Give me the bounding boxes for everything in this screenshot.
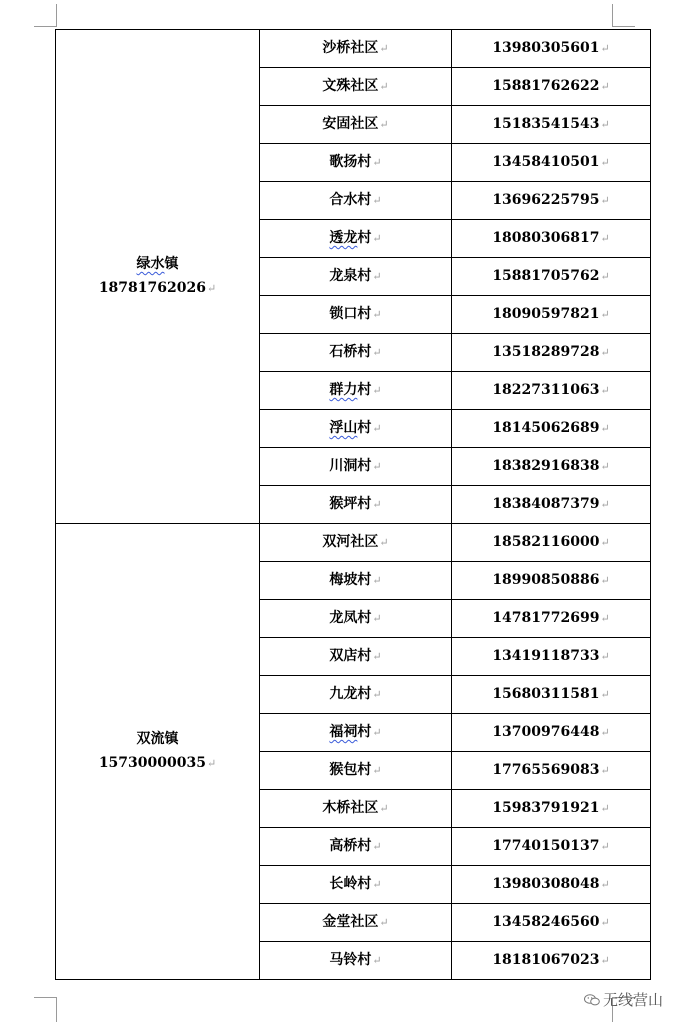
paragraph-mark-icon: ↵ bbox=[600, 194, 610, 207]
unit-name: 龙凤村 bbox=[329, 610, 372, 626]
unit-cell bbox=[260, 790, 452, 828]
phone-cell bbox=[452, 942, 651, 980]
phone-number: 15881762622 bbox=[492, 78, 600, 94]
unit-cell bbox=[260, 562, 452, 600]
paragraph-mark-icon: ↵ bbox=[372, 270, 382, 283]
phone-cell bbox=[452, 220, 651, 258]
paragraph-mark-icon: ↵ bbox=[372, 498, 382, 511]
unit-name: 猴坪村 bbox=[329, 496, 372, 512]
unit-cell bbox=[260, 752, 452, 790]
unit-name: 石桥村 bbox=[329, 344, 372, 360]
unit-name-text: 村 bbox=[357, 230, 372, 246]
spellcheck-underline: 福祠 bbox=[329, 724, 358, 740]
unit-name: 安固社区 bbox=[322, 116, 379, 132]
unit-name: 高桥村 bbox=[329, 838, 372, 854]
unit-name: 木桥社区 bbox=[322, 800, 379, 816]
paragraph-mark-icon: ↵ bbox=[600, 878, 610, 891]
paragraph-mark-icon: ↵ bbox=[600, 612, 610, 625]
spellcheck-underline: 群力 bbox=[329, 382, 358, 398]
table-row bbox=[56, 30, 651, 68]
phone-cell bbox=[452, 296, 651, 334]
spellcheck-underline: 透龙 bbox=[329, 230, 358, 246]
crop-mark-top-left bbox=[34, 4, 57, 27]
unit-name-text: 村 bbox=[357, 724, 372, 740]
paragraph-mark-icon: ↵ bbox=[379, 42, 389, 55]
unit-cell bbox=[260, 334, 452, 372]
phone-cell bbox=[452, 866, 651, 904]
paragraph-mark-icon: ↵ bbox=[600, 460, 610, 473]
paragraph-mark-icon: ↵ bbox=[600, 688, 610, 701]
paragraph-mark-icon: ↵ bbox=[600, 384, 610, 397]
phone-cell bbox=[452, 30, 651, 68]
paragraph-mark-icon: ↵ bbox=[379, 118, 389, 131]
paragraph-mark-icon: ↵ bbox=[379, 916, 389, 929]
phone-cell bbox=[452, 828, 651, 866]
town-cell bbox=[56, 524, 260, 980]
paragraph-mark-icon: ↵ bbox=[600, 574, 610, 587]
paragraph-mark-icon: ↵ bbox=[600, 270, 610, 283]
town-name bbox=[56, 730, 259, 748]
phone-cell bbox=[452, 904, 651, 942]
phone-number: 18382916838 bbox=[492, 458, 600, 474]
town-name-text: 镇 bbox=[164, 256, 179, 272]
paragraph-mark-icon: ↵ bbox=[600, 916, 610, 929]
unit-cell bbox=[260, 448, 452, 486]
phone-cell bbox=[452, 68, 651, 106]
phone-number: 15983791921 bbox=[492, 800, 600, 816]
unit-name: 双店村 bbox=[329, 648, 372, 664]
paragraph-mark-icon: ↵ bbox=[600, 422, 610, 435]
unit-name-text: 村 bbox=[357, 420, 372, 436]
paragraph-mark-icon: ↵ bbox=[372, 574, 382, 587]
unit-name: 文殊社区 bbox=[322, 78, 379, 94]
unit-cell bbox=[260, 942, 452, 980]
contact-table bbox=[55, 29, 651, 980]
phone-number: 14781772699 bbox=[492, 610, 600, 626]
paragraph-mark-icon: ↵ bbox=[600, 726, 610, 739]
phone-number: 13696225795 bbox=[492, 192, 600, 208]
unit-cell bbox=[260, 182, 452, 220]
paragraph-mark-icon: ↵ bbox=[600, 650, 610, 663]
paragraph-mark-icon: ↵ bbox=[372, 650, 382, 663]
phone-number: 13980308048 bbox=[492, 876, 600, 892]
unit-cell bbox=[260, 372, 452, 410]
unit-name: 梅坡村 bbox=[329, 572, 372, 588]
phone-number: 15881705762 bbox=[492, 268, 600, 284]
unit-cell bbox=[260, 68, 452, 106]
paragraph-mark-icon: ↵ bbox=[600, 232, 610, 245]
unit-name: 九龙村 bbox=[329, 686, 372, 702]
phone-number: 17765569083 bbox=[492, 762, 600, 778]
unit-cell bbox=[260, 258, 452, 296]
paragraph-mark-icon: ↵ bbox=[372, 460, 382, 473]
spellcheck-underline: 绿水 bbox=[136, 256, 165, 272]
phone-cell bbox=[452, 372, 651, 410]
unit-cell bbox=[260, 866, 452, 904]
unit-name-text: 村 bbox=[357, 382, 372, 398]
paragraph-mark-icon: ↵ bbox=[600, 498, 610, 511]
crop-mark-top-right bbox=[612, 4, 635, 27]
unit-name: 川洞村 bbox=[329, 458, 372, 474]
town-cell bbox=[56, 30, 260, 524]
phone-cell bbox=[452, 752, 651, 790]
paragraph-mark-icon: ↵ bbox=[206, 282, 217, 295]
phone-number: 18990850886 bbox=[492, 572, 600, 588]
phone-number: 13518289728 bbox=[492, 344, 600, 360]
unit-cell bbox=[260, 220, 452, 258]
phone-number: 13980305601 bbox=[492, 40, 600, 56]
table-row bbox=[56, 524, 651, 562]
paragraph-mark-icon: ↵ bbox=[600, 764, 610, 777]
paragraph-mark-icon: ↵ bbox=[600, 308, 610, 321]
phone-number: 18227311063 bbox=[492, 382, 600, 398]
unit-name: 双河社区 bbox=[322, 534, 379, 550]
phone-number: 18080306817 bbox=[492, 230, 600, 246]
paragraph-mark-icon: ↵ bbox=[372, 308, 382, 321]
paragraph-mark-icon: ↵ bbox=[372, 232, 382, 245]
unit-name: 猴包村 bbox=[329, 762, 372, 778]
watermark-text: 无线营山 bbox=[603, 991, 664, 1009]
town-phone-number: 18781762026 bbox=[98, 280, 206, 296]
phone-number: 18582116000 bbox=[492, 534, 600, 550]
paragraph-mark-icon: ↵ bbox=[372, 194, 382, 207]
phone-number: 13458410501 bbox=[492, 154, 600, 170]
watermark bbox=[584, 989, 663, 1010]
unit-cell bbox=[260, 296, 452, 334]
unit-cell bbox=[260, 714, 452, 752]
phone-number: 13458246560 bbox=[492, 914, 600, 930]
phone-cell bbox=[452, 258, 651, 296]
phone-cell bbox=[452, 144, 651, 182]
paragraph-mark-icon: ↵ bbox=[372, 726, 382, 739]
paragraph-mark-icon: ↵ bbox=[600, 954, 610, 967]
paragraph-mark-icon: ↵ bbox=[372, 422, 382, 435]
phone-cell bbox=[452, 676, 651, 714]
phone-number: 13419118733 bbox=[492, 648, 600, 664]
phone-number: 15183541543 bbox=[492, 116, 600, 132]
unit-cell bbox=[260, 30, 452, 68]
phone-cell bbox=[452, 448, 651, 486]
unit-cell bbox=[260, 410, 452, 448]
unit-name: 龙泉村 bbox=[329, 268, 372, 284]
town-phone-number: 15730000035 bbox=[98, 755, 206, 771]
unit-cell bbox=[260, 106, 452, 144]
unit-cell bbox=[260, 524, 452, 562]
phone-cell bbox=[452, 410, 651, 448]
unit-cell bbox=[260, 904, 452, 942]
paragraph-mark-icon: ↵ bbox=[600, 346, 610, 359]
phone-number: 17740150137 bbox=[492, 838, 600, 854]
unit-name: 合水村 bbox=[329, 192, 372, 208]
spellcheck-underline: 浮山 bbox=[329, 420, 358, 436]
unit-cell bbox=[260, 144, 452, 182]
wechat-icon bbox=[584, 994, 600, 1006]
paragraph-mark-icon: ↵ bbox=[372, 878, 382, 891]
unit-name: 马铃村 bbox=[329, 952, 372, 968]
unit-name: 锁口村 bbox=[329, 306, 372, 322]
paragraph-mark-icon: ↵ bbox=[600, 840, 610, 853]
unit-name: 长岭村 bbox=[329, 876, 372, 892]
paragraph-mark-icon: ↵ bbox=[600, 156, 610, 169]
paragraph-mark-icon: ↵ bbox=[379, 80, 389, 93]
phone-number: 18145062689 bbox=[492, 420, 600, 436]
paragraph-mark-icon: ↵ bbox=[372, 954, 382, 967]
paragraph-mark-icon: ↵ bbox=[379, 802, 389, 815]
unit-name: 沙桥社区 bbox=[322, 40, 379, 56]
paragraph-mark-icon: ↵ bbox=[600, 118, 610, 131]
phone-cell bbox=[452, 638, 651, 676]
phone-cell bbox=[452, 600, 651, 638]
town-phone bbox=[56, 754, 259, 773]
paragraph-mark-icon: ↵ bbox=[372, 688, 382, 701]
town-name-text: 双流镇 bbox=[136, 731, 179, 747]
paragraph-mark-icon: ↵ bbox=[372, 764, 382, 777]
town-phone bbox=[56, 279, 259, 298]
phone-cell bbox=[452, 562, 651, 600]
phone-cell bbox=[452, 714, 651, 752]
phone-number: 18181067023 bbox=[492, 952, 600, 968]
contact-table-body bbox=[56, 30, 651, 980]
unit-cell bbox=[260, 638, 452, 676]
phone-number: 15680311581 bbox=[492, 686, 600, 702]
phone-cell bbox=[452, 486, 651, 524]
phone-cell bbox=[452, 182, 651, 220]
unit-cell bbox=[260, 600, 452, 638]
phone-number: 18090597821 bbox=[492, 306, 600, 322]
paragraph-mark-icon: ↵ bbox=[600, 42, 610, 55]
unit-cell bbox=[260, 486, 452, 524]
paragraph-mark-icon: ↵ bbox=[372, 840, 382, 853]
town-name bbox=[56, 255, 259, 273]
paragraph-mark-icon: ↵ bbox=[372, 612, 382, 625]
phone-number: 18384087379 bbox=[492, 496, 600, 512]
unit-cell bbox=[260, 676, 452, 714]
phone-cell bbox=[452, 524, 651, 562]
paragraph-mark-icon: ↵ bbox=[372, 384, 382, 397]
unit-name: 金堂社区 bbox=[322, 914, 379, 930]
unit-name: 歌扬村 bbox=[329, 154, 372, 170]
phone-cell bbox=[452, 334, 651, 372]
paragraph-mark-icon: ↵ bbox=[600, 80, 610, 93]
paragraph-mark-icon: ↵ bbox=[600, 802, 610, 815]
paragraph-mark-icon: ↵ bbox=[372, 346, 382, 359]
crop-mark-bottom-left bbox=[34, 997, 57, 1022]
paragraph-mark-icon: ↵ bbox=[600, 536, 610, 549]
unit-cell bbox=[260, 828, 452, 866]
phone-cell bbox=[452, 106, 651, 144]
phone-number: 13700976448 bbox=[492, 724, 600, 740]
paragraph-mark-icon: ↵ bbox=[379, 536, 389, 549]
paragraph-mark-icon: ↵ bbox=[372, 156, 382, 169]
phone-cell bbox=[452, 790, 651, 828]
paragraph-mark-icon: ↵ bbox=[206, 757, 217, 770]
